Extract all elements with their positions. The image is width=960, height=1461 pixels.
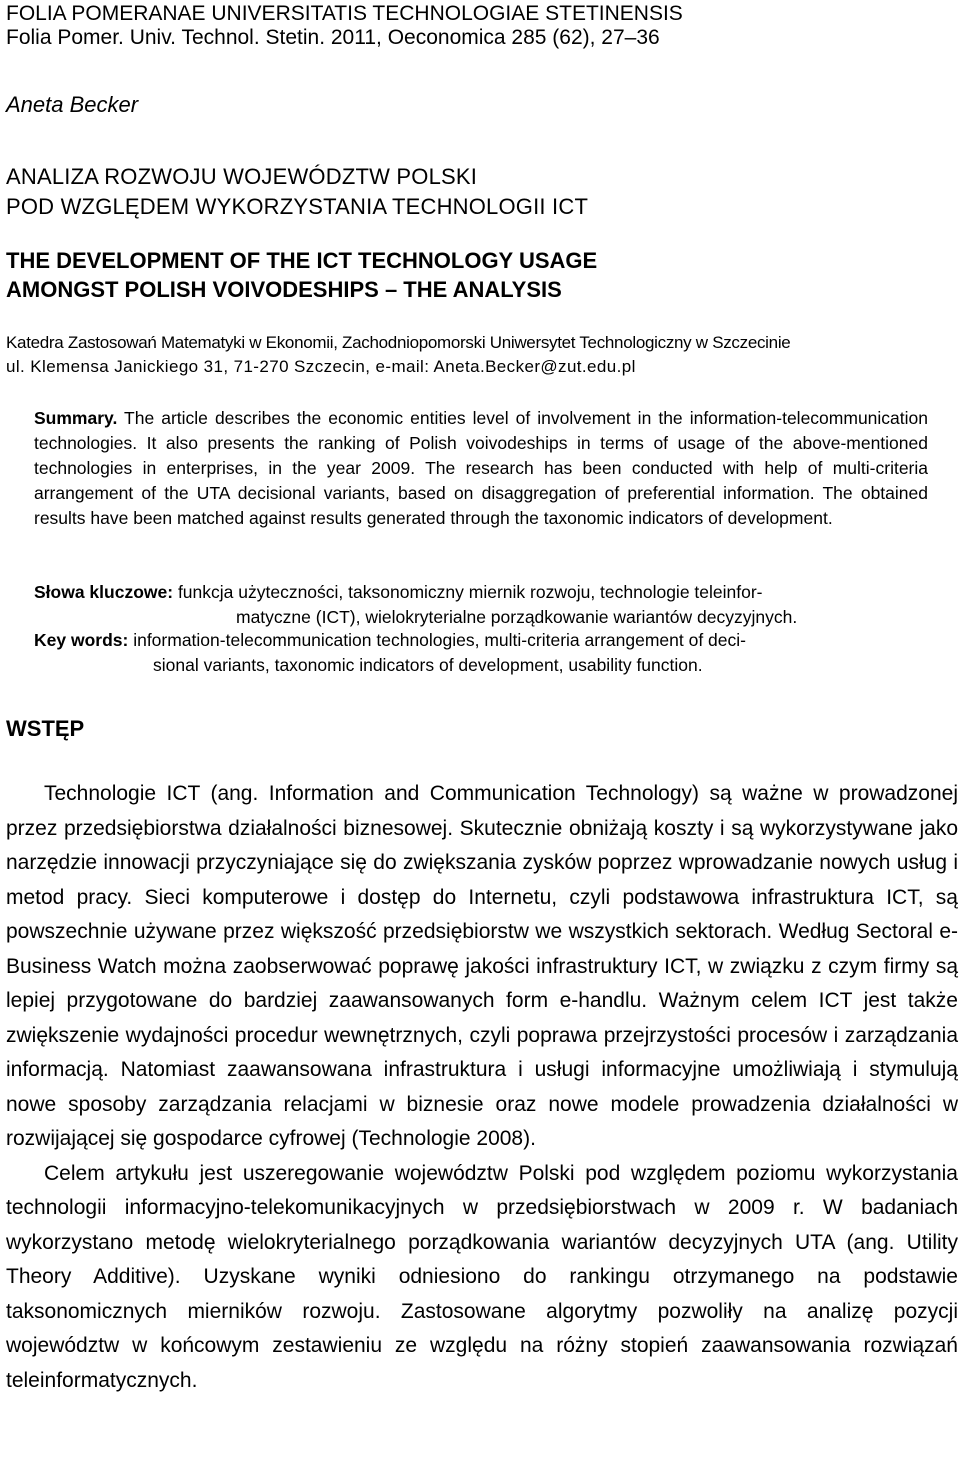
paragraph: Technologie ICT (ang. Information and Communication Technology) są ważne w prowadzonej przez przedsiębiorstwa działalności biznesowej. Skutecznie obniżają koszty i są wykorzystywane jako narzędzie innowacji przyczyniające się do zwiększania zysków poprzez wprowadzanie nowych usług i metod pracy. Sieci komputerowe i dostęp do Internetu, czyli podstawowa infrastruktura ICT, są powszechnie używane przez większość przedsiębiorstw we wszystkich sektorach. Według Sectoral e-Business Watch można zaobserwować poprawę jakości infrastruktury ICT, w związku z czym firmy są lepiej przygotowane do bardziej zaawansowanych form e-handlu. Ważnym celem ICT jest także zwiększenie wydajności procedur wewnętrznych, czyli poprawa przejrzystości procesów i zarządzania informacją. Natomiast zaawansowana infrastruktura i usługi informacyjne umożliwiają i stymulują nowe sposoby zarządzania relacjami w biznesie oraz nowe modele prowadzenia działalności w rozwijającej się gospodarce cyfrowej (Technologie 2008).	[6, 782, 958, 1150]
title-english	[6, 246, 597, 304]
keywords-english	[34, 628, 928, 678]
affiliation-address: ul. Klemensa Janickiego 31, 71-270 Szczecin, e-mail: Aneta.Becker@zut.edu.pl	[6, 357, 636, 376]
keywords-english-label: Key words:	[34, 630, 129, 650]
title-polish	[6, 162, 588, 222]
keywords-polish	[34, 580, 928, 630]
keywords-english-line2: sional variants, taxonomic indicators of development, usability function.	[153, 655, 703, 675]
title-polish-line1: ANALIZA ROZWOJU WOJEWÓDZTW POLSKI	[6, 164, 478, 189]
keywords-polish-line1: funkcja użyteczności, taksonomiczny miernik rozwoju, technologie teleinfor-	[177, 582, 763, 602]
author-name: Aneta Becker	[6, 92, 139, 117]
journal-header	[6, 2, 683, 50]
section-heading: WSTĘP	[6, 716, 85, 741]
journal-title: FOLIA POMERANAE UNIVERSITATIS TECHNOLOGIAE STETINENSIS	[6, 2, 683, 25]
keywords-polish-label: Słowa kluczowe:	[34, 582, 174, 602]
body-text	[6, 777, 958, 1398]
keywords-english-line1: information-telecommunication technologies, multi-criteria arrangement of deci-	[133, 630, 746, 650]
title-english-line2: AMONGST POLISH VOIVODESHIPS – THE ANALYSIS	[6, 277, 562, 302]
keywords-polish-line2: matyczne (ICT), wielokryterialne porządkowanie wariantów decyzyjnych.	[236, 607, 798, 627]
title-english-line1: THE DEVELOPMENT OF THE ICT TECHNOLOGY USAGE	[6, 248, 598, 273]
title-polish-line2: POD WZGLĘDEM WYKORZYSTANIA TECHNOLOGII ICT	[6, 194, 589, 219]
summary-text: The article describes the economic entities level of involvement in the information-telecommunication technologies. It also presents the ranking of Polish voivodeships in terms of usage of the above-mentioned technologies in enterprises, in the year 2009. The research has been conducted with help of multi-criteria arrangement of the UTA decisional variants, based on disaggregation of preferential information. The obtained results have been matched against results generated through the taxonomic indicators of development.	[34, 408, 928, 528]
affiliation-department: Katedra Zastosowań Matematyki w Ekonomii, Zachodniopomorski Uniwersytet Technologiczny w Szczecinie	[6, 333, 791, 352]
paragraph: Celem artykułu jest uszeregowanie województw Polski pod względem poziomu wykorzystania technologii informacyjno-telekomunikacyjnych w przedsiębiorstwach w 2009 r. W badaniach wykorzystano metodę wielokryterialnego porządkowania wariantów decyzyjnych UTA (ang. Utility Theory Additive). Uzyskane wyniki odniesiono do rankingu otrzymanego na podstawie taksonomicznych mierników rozwoju. Zastosowane algorytmy pozwoliły na analizę pozycji województw w końcowym zestawieniu ze względu na różny stopień zaawansowania rozwiązań teleinformatycznych.	[6, 1161, 958, 1392]
author-affiliation	[6, 331, 790, 379]
journal-citation: Folia Pomer. Univ. Technol. Stetin. 2011, Oeconomica 285 (62), 27–36	[6, 26, 660, 49]
summary-abstract	[34, 406, 928, 531]
summary-label: Summary.	[34, 408, 118, 428]
